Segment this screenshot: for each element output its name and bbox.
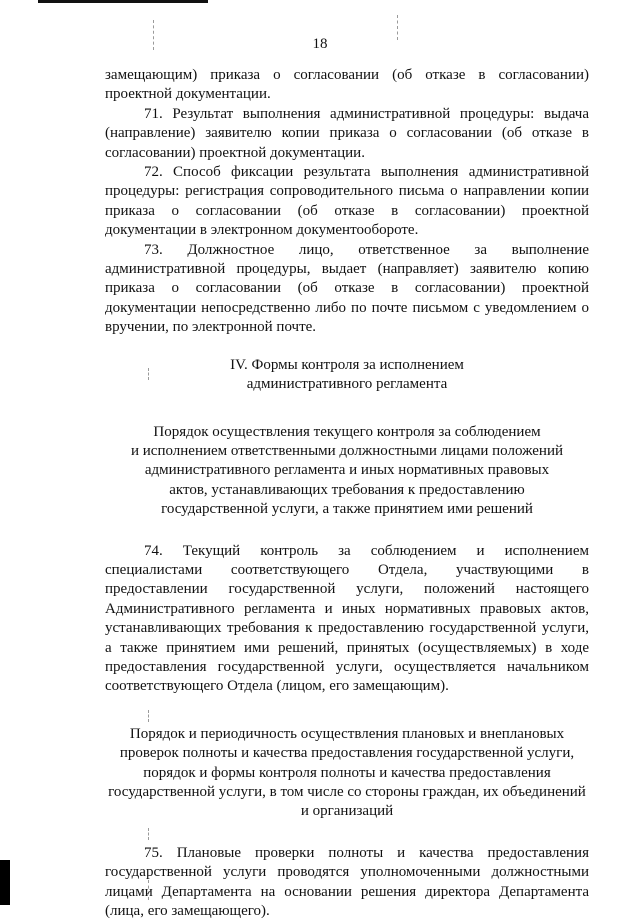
- paragraph-73: 73. Должностное лицо, ответственное за выполнение административной процедуры, выдает (направляет) заявителю копию приказа о согласовании (об отказе в согласовании) проектной документации непосредственно либо по почте письмом с уведомлением о вручении, по электронной почте.: [105, 241, 589, 336]
- subsection-title-line: и исполнением ответственными должностными лицами положений: [130, 442, 564, 459]
- document-body: [105, 66, 589, 921]
- paragraph-continuation: замещающим) приказа о согласовании (об отказе в согласовании) проектной документации.: [105, 67, 589, 103]
- subsection-title-line: Порядок и периодичность осуществления плановых и внеплановых: [129, 725, 565, 742]
- subsection-title-line: проверок полноты и качества предоставления государственной услуги,: [119, 745, 575, 762]
- subsection-title-current-control: [105, 423, 589, 520]
- subsection-title-line: административного регламента и иных нормативных правовых: [144, 462, 550, 479]
- subsection-title-line: актов, устанавливающих требования к предоставлению: [169, 481, 525, 498]
- subsection-title-line: государственной услуги, а также принятием ими решений: [161, 501, 533, 518]
- paragraph-75: 75. Плановые проверки полноты и качества предоставления государственной услуги проводятся уполномоченными должностными лицами Департамента на основании решения директора Департамента (лица, его замещающего).: [105, 844, 589, 920]
- page-number: 18: [312, 36, 328, 52]
- scan-edge-left: [0, 860, 10, 905]
- subsection-title-line: государственной услуги, в том числе со стороны граждан, их объединений: [108, 784, 586, 800]
- subsection-title-inspections: [105, 725, 589, 822]
- scan-edge-top: [38, 0, 208, 3]
- paragraph-72: 72. Способ фиксации результата выполнения административной процедуры: регистрация сопроводительного письма о направлении копии приказа о согласовании (об отказе в согласовании) проектной документации в электронном документообороте.: [105, 164, 589, 239]
- section-title-line: IV. Формы контроля за исполнением: [230, 356, 464, 373]
- section-title: [105, 356, 589, 395]
- section-title-line: административного регламента: [246, 376, 448, 393]
- subsection-title-line: и организаций: [300, 803, 394, 820]
- subsection-title-line: порядок и формы контроля полноты и качества предоставления: [143, 764, 551, 781]
- subsection-title-line: Порядок осуществления текущего контроля за соблюдением: [153, 423, 541, 440]
- paragraph-74: 74. Текущий контроль за соблюдением и исполнением специалистами соответствующего Отдела, участвующими в предоставлении государственной услуги, положений настоящего Административного регламента и иных нормативных правовых актов, устанавливающих требования к предоставлению государственной услуги, а также принятием ими решений, принятых (осуществляемых) в ходе предоставления государственной услуги, осуществляется начальником соответствующего Отдела (лицом, его замещающим).: [105, 542, 589, 695]
- paragraph-71: 71. Результат выполнения административной процедуры: выдача (направление) заявителю копии приказа о согласовании (об отказе в согласовании) проектной документации.: [105, 105, 589, 161]
